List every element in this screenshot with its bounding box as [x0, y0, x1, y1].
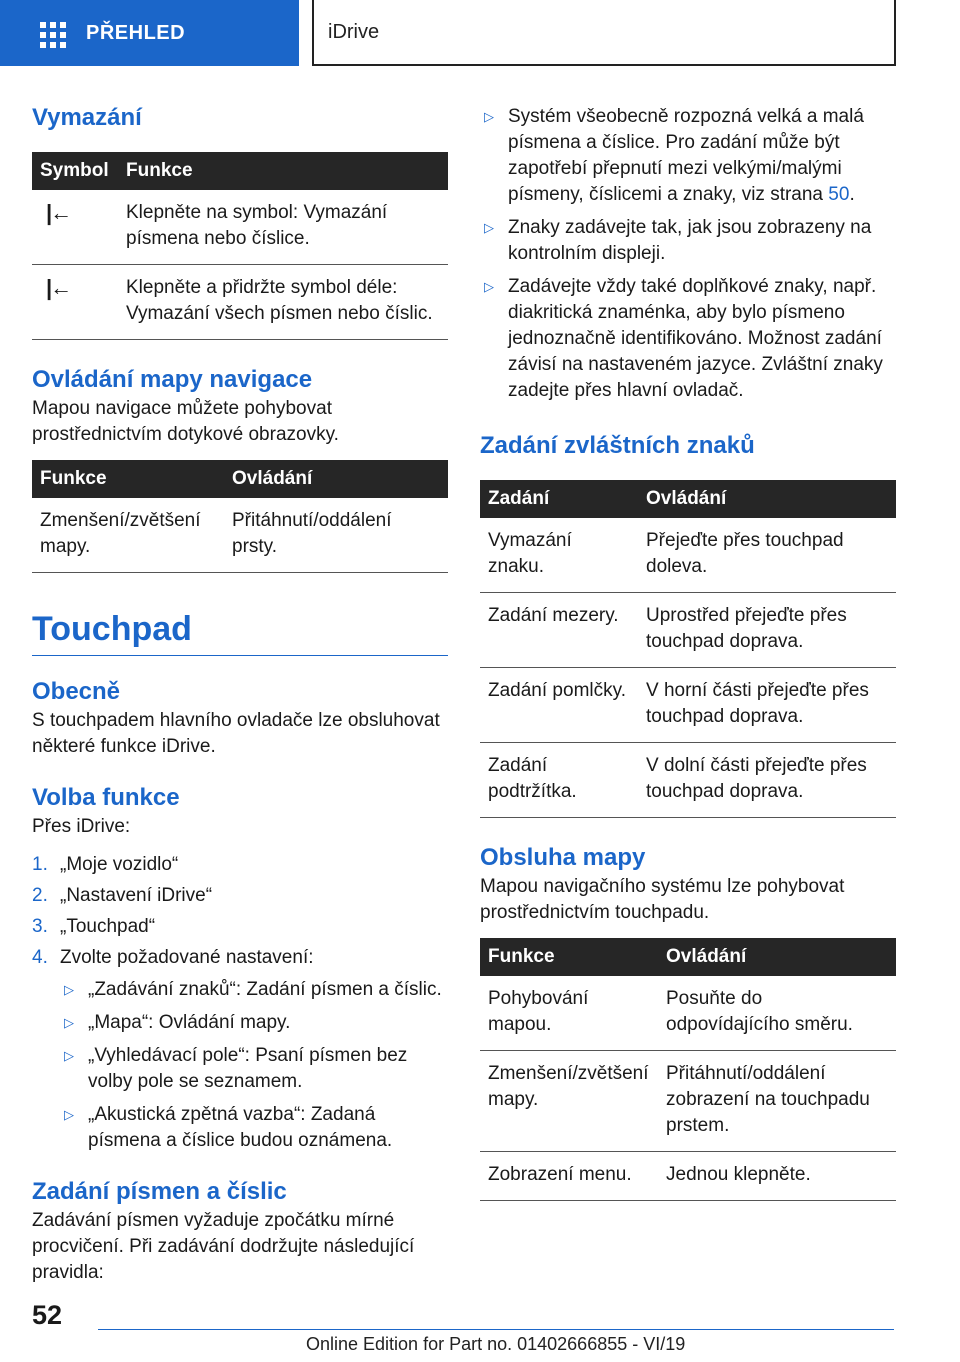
select-function-intro: Přes iDrive:: [32, 816, 131, 837]
step-text: „Touchpad“: [60, 916, 156, 937]
bullet-text: Znaky zadávejte tak, jak jsou zobrazeny na kontrolním displeji.: [508, 217, 872, 264]
overview-tab-label: PŘEHLED: [86, 21, 186, 44]
map-nav-heading: Ovládání mapy navigace: [32, 366, 313, 393]
table-cell: Vymazání znaku.: [480, 518, 638, 593]
table-header: Funkce: [480, 938, 658, 976]
table-row: [480, 1051, 896, 1152]
list-item: [480, 104, 896, 208]
triangle-bullet-icon: ▷: [484, 279, 494, 294]
list-item: [32, 852, 448, 878]
table-cell: Zmenšení/zvětšení mapy.: [32, 498, 224, 573]
bullet-text: „Vyhledávací pole“: Psaní písmen bez volby pole se seznamem.: [88, 1045, 408, 1092]
table-row: [480, 976, 896, 1051]
table-cell: Posuňte do odpovídajícího směru.: [658, 976, 896, 1051]
delete-heading: Vymazání: [32, 104, 142, 131]
table-cell: Přitáhnutí/oddálení zobrazení na touchpadu prstem.: [658, 1051, 896, 1152]
delete-symbol-icon: |←: [46, 200, 71, 225]
map-nav-text: Mapou navigace můžete pohybovat prostřednictvím dotykové obrazovky.: [32, 398, 339, 445]
map-operation-text: Mapou navigačního systému lze pohybovat prostřednictvím touchpadu.: [480, 876, 845, 923]
table-cell: Přejeďte přes touchpad doleva.: [638, 518, 896, 593]
list-item: [480, 215, 896, 267]
table-cell: V horní části přejeďte přes touchpad doprava.: [638, 668, 896, 743]
table-cell: Klepněte a přidržte symbol déle: Vymazání všech písmen nebo číslic.: [118, 265, 448, 340]
table-row: [480, 743, 896, 818]
general-heading: Obecně: [32, 678, 121, 705]
table-cell: Uprostřed přejeďte přes touchpad doprava.: [638, 593, 896, 668]
page-number: 52: [32, 1300, 63, 1330]
settings-bullets: [32, 977, 448, 1154]
bullet-text: „Mapa“: Ovládání mapy.: [88, 1012, 291, 1033]
delete-symbol-icon: |←: [46, 275, 71, 300]
right-column: [480, 104, 896, 1201]
triangle-bullet-icon: ▷: [484, 109, 494, 124]
bullet-text: Systém všeobecně rozpozná velká a malá písmena a číslice. Pro zadání může být zapotřebí přepnutí mezi velkými/malými písmeny, číslicemi a znaky, viz strana 50.: [508, 106, 864, 205]
page-link[interactable]: 50: [828, 184, 850, 205]
map-operation-heading: Obsluha mapy: [480, 844, 646, 871]
top-bar: [0, 0, 960, 66]
table-row: [32, 498, 448, 573]
bullet-text: Zadávejte vždy také doplňkové znaky, např. diakritická znaménka, aby bylo písmeno jednoznačně identifikováno. Možnost zadání závisí na nastaveném jazyce. Zvláštní znaky zadejte přes hlavní ovladač.: [508, 276, 883, 401]
step-number: 4.: [32, 947, 48, 968]
table-cell: Klepněte na symbol: Vymazání písmena nebo číslice.: [118, 190, 448, 265]
footer-divider: [98, 1329, 894, 1330]
table-row: [480, 518, 896, 593]
bullet-text: „Zadávání znaků“: Zadání písmen a číslic.: [88, 979, 442, 1000]
touchpad-title-block: [32, 607, 448, 656]
table-row: [32, 265, 448, 340]
touchpad-heading: Touchpad: [32, 610, 192, 648]
map-operation-table: [480, 938, 896, 1201]
rules-bullets: [480, 104, 896, 404]
table-cell: V dolní části přejeďte přes touchpad doprava.: [638, 743, 896, 818]
table-header: Symbol: [32, 152, 118, 190]
grid-menu-icon: [40, 22, 66, 44]
general-text: S touchpadem hlavního ovladače lze obsluhovat některé funkce iDrive.: [32, 710, 440, 757]
table-row: [480, 668, 896, 743]
triangle-bullet-icon: ▷: [64, 1107, 74, 1122]
list-item: [60, 977, 448, 1003]
overview-tab[interactable]: [0, 0, 299, 66]
steps-list: [32, 852, 448, 971]
step-text: „Nastavení iDrive“: [60, 885, 213, 906]
table-header: Zadání: [480, 480, 638, 518]
special-chars-heading: Zadání zvláštních znaků: [480, 432, 755, 459]
bullet-text: „Akustická zpětná vazba“: Zadaná písmena a číslice budou oznámena.: [88, 1104, 393, 1151]
edition-footer: Online Edition for Part no. 01402666855 - VI/19: [306, 1334, 686, 1354]
letters-heading: Zadání písmen a číslic: [32, 1178, 287, 1205]
table-cell: Přitáhnutí/oddálení prsty.: [224, 498, 448, 573]
section-tab[interactable]: [312, 0, 896, 66]
triangle-bullet-icon: ▷: [484, 220, 494, 235]
step-text: Zvolte požadované nastavení:: [60, 947, 314, 968]
table-row: [32, 190, 448, 265]
table-cell: Zadání pomlčky.: [480, 668, 638, 743]
left-column: [32, 90, 448, 1286]
table-cell: Zobrazení menu.: [480, 1152, 658, 1201]
step-number: 3.: [32, 916, 48, 937]
list-item: [60, 1043, 448, 1095]
table-header: Ovládání: [224, 460, 448, 498]
triangle-bullet-icon: ▷: [64, 982, 74, 997]
table-row: [480, 1152, 896, 1201]
table-cell: Zadání mezery.: [480, 593, 638, 668]
table-row: [480, 593, 896, 668]
delete-table: [32, 152, 448, 340]
list-item: [60, 1010, 448, 1036]
table-header: Funkce: [118, 152, 448, 190]
list-item: [480, 274, 896, 404]
section-tab-label: iDrive: [328, 20, 380, 43]
table-header: Ovládání: [638, 480, 896, 518]
table-header: Funkce: [32, 460, 224, 498]
letters-text: Zadávání písmen vyžaduje zpočátku mírné procvičení. Při zadávání dodržujte následující pravidla:: [32, 1210, 415, 1283]
step-number: 1.: [32, 854, 48, 875]
select-function-heading: Volba funkce: [32, 784, 180, 811]
table-cell: Jednou klepněte.: [658, 1152, 896, 1201]
list-item: [32, 945, 448, 971]
step-text: „Moje vozidlo“: [60, 854, 179, 875]
step-number: 2.: [32, 885, 48, 906]
table-cell: Zadání podtržítka.: [480, 743, 638, 818]
map-nav-table: [32, 460, 448, 573]
table-header: Ovládání: [658, 938, 896, 976]
special-chars-table: [480, 480, 896, 818]
table-cell: Pohybování mapou.: [480, 976, 658, 1051]
list-item: [32, 883, 448, 909]
list-item: [32, 914, 448, 940]
triangle-bullet-icon: ▷: [64, 1015, 74, 1030]
table-cell: Zmenšení/zvětšení mapy.: [480, 1051, 658, 1152]
triangle-bullet-icon: ▷: [64, 1048, 74, 1063]
list-item: [60, 1102, 448, 1154]
